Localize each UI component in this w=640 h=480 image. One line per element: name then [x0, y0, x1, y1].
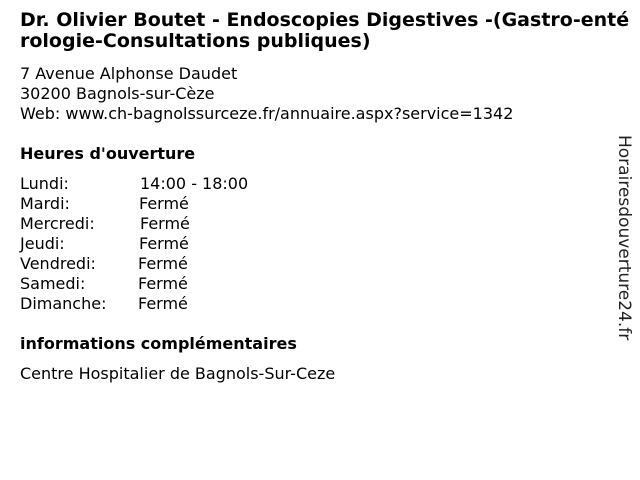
hours-row-sunday — [20, 294, 188, 314]
day-label: Lundi: — [20, 174, 69, 193]
street-address: 7 Avenue Alphonse Daudet — [20, 64, 238, 83]
hours-row-thursday — [20, 234, 189, 254]
day-label: Mardi: — [20, 194, 70, 213]
hours-row-saturday — [20, 274, 188, 294]
day-hours: Fermé — [140, 214, 190, 233]
day-label: Vendredi: — [20, 254, 96, 273]
day-hours: Fermé — [138, 294, 188, 313]
site-watermark: Horairesdouverture24.fr — [614, 135, 634, 341]
day-label: Samedi: — [20, 274, 86, 293]
day-label: Dimanche: — [20, 294, 107, 313]
day-hours: Fermé — [139, 234, 189, 253]
hours-row-tuesday — [20, 194, 189, 214]
day-hours: Fermé — [138, 254, 188, 273]
page-title: Dr. Olivier Boutet - Endoscopies Digestives -(Gastro-entérologie-Consultations publiques) — [20, 9, 630, 52]
day-label: Mercredi: — [20, 214, 95, 233]
address-block — [20, 64, 513, 124]
opening-hours-table — [20, 174, 249, 314]
additional-info-text: Centre Hospitalier de Bagnols-Sur-Ceze — [20, 364, 336, 383]
day-hours: 14:00 - 18:00 — [140, 174, 249, 193]
website-link[interactable]: Web: www.ch-bagnolssurceze.fr/annuaire.aspx?service=1342 — [20, 104, 514, 123]
opening-hours-heading: Heures d'ouverture — [20, 144, 196, 163]
day-hours: Fermé — [138, 274, 188, 293]
hours-row-friday — [20, 254, 188, 274]
day-label: Jeudi: — [20, 234, 65, 253]
city-address: 30200 Bagnols-sur-Cèze — [20, 84, 215, 103]
hours-row-monday — [20, 174, 249, 194]
day-hours: Fermé — [139, 194, 189, 213]
additional-info-heading: informations complémentaires — [20, 334, 297, 353]
hours-row-wednesday — [20, 214, 190, 234]
